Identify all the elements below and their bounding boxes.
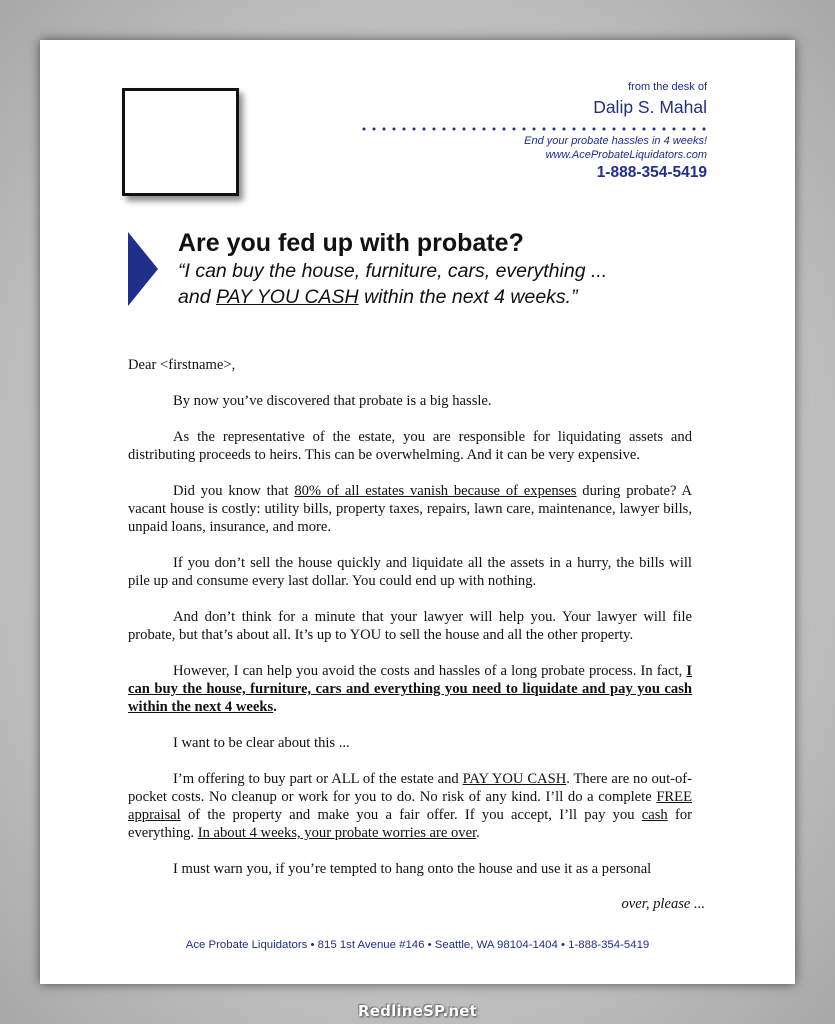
over-please: over, please ...: [621, 896, 705, 912]
headline-sub-post: within the next 4 weeks.”: [358, 286, 578, 308]
paragraph-7: I want to be clear about this ...: [173, 735, 350, 751]
p8-d: for everything.: [128, 807, 692, 841]
phone-number: 1-888-354-5419: [596, 164, 707, 181]
p3-underlined: 80% of all estates vanish because of expenses: [294, 483, 577, 499]
paragraph-9: I must warn you, if you’re tempted to hang onto the house and use it as a personal: [173, 861, 652, 877]
paragraph-2: As the representative of the estate, you are responsible for liquidating assets and distributing proceeds to heirs. This can be overwhelming. And it can be very expensive.: [128, 429, 692, 463]
headline-sub-line-2: [178, 284, 607, 310]
p8-b: . There are no out-of-pocket costs. No cleanup or work for you to do. No risk of any kind. I’ll do a complete: [128, 771, 692, 805]
paragraph-4: If you don’t sell the house quickly and liquidate all the assets in a hurry, the bills will pile up and consume every last dollar. You could end up with nothing.: [128, 555, 692, 589]
p6-pre: However, I can help you avoid the costs and hassles of a long probate process. In fact,: [173, 663, 687, 679]
from-desk-label: from the desk of: [628, 81, 707, 93]
p3-post: during probate? A vacant house is costly: utility bills, property taxes, repairs, lawn care, maintenance, lawyer bills, unpaid loans, insurance, and more.: [128, 483, 692, 535]
website-link[interactable]: www.AceProbateLiquidators.com: [545, 149, 707, 161]
headline-sub-line-1: “I can buy the house, furniture, cars, everything ...: [178, 260, 608, 282]
arrow-icon: [128, 232, 158, 306]
headline-title: Are you fed up with probate?: [178, 229, 524, 257]
paragraph-8: [128, 770, 692, 842]
photo-placeholder: [122, 88, 239, 196]
watermark: RedlineSP.net: [358, 1002, 477, 1020]
p8-pay-cash: PAY YOU CASH: [462, 771, 567, 787]
paragraph-3: [128, 482, 692, 536]
headline-pay-cash: PAY YOU CASH: [215, 286, 359, 308]
p8-worries-over: In about 4 weeks, your probate worries are over: [197, 825, 477, 841]
paragraph-1: By now you’ve discovered that probate is a big hassle.: [173, 393, 492, 409]
letter-body: [128, 356, 692, 896]
dotted-divider: [359, 127, 709, 131]
p8-cash: cash: [641, 807, 668, 823]
salutation: Dear <firstname>,: [128, 357, 236, 373]
sender-name: Dalip S. Mahal: [593, 97, 707, 117]
p6-bold-underlined: I can buy the house, furniture, cars and everything you need to liquidate and pay you cash within the next 4 weeks: [128, 663, 692, 715]
p8-free-appraisal: FREE appraisal: [128, 789, 692, 823]
letterhead: [524, 80, 707, 183]
p8-e: .: [476, 825, 480, 841]
p6-post: .: [273, 699, 277, 715]
footer-address: Ace Probate Liquidators • 815 1st Avenue #146 • Seattle, WA 98104-1404 • 1-888-354-5419: [185, 939, 650, 951]
headline-sub-pre: and: [178, 286, 216, 308]
headline-block: [178, 228, 607, 310]
letter-page: [40, 40, 795, 984]
paragraph-6: [128, 662, 692, 716]
p3-pre: Did you know that: [173, 483, 295, 499]
tagline: End your probate hassles in 4 weeks!: [524, 135, 707, 147]
p8-c: of the property and make you a fair offer. If you accept, I’ll pay you: [180, 807, 642, 823]
p8-a: I’m offering to buy part or ALL of the estate and: [173, 771, 463, 787]
paragraph-5: And don’t think for a minute that your lawyer will help you. Your lawyer will file probate, but that’s about all. It’s up to YOU to sell the house and all the other property.: [128, 609, 692, 643]
